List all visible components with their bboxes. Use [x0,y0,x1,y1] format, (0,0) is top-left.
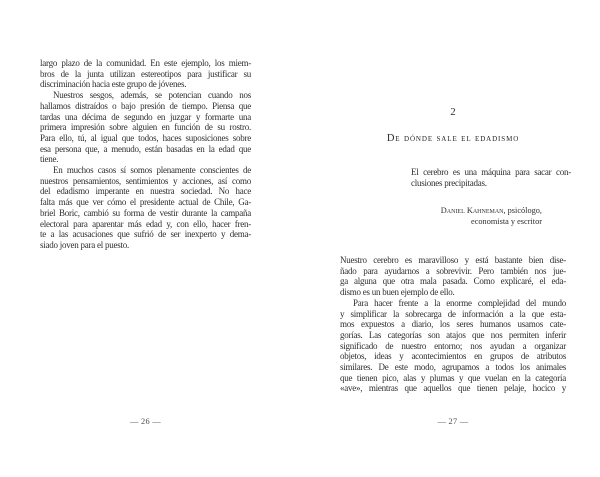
text-line: primera impresión sobre alguien en función de su rostro. [40,122,251,133]
text-line: Nuestro cerebro es maravilloso y está bastante bien dise- [340,255,566,265]
text-line: falta más que ver cómo el presidente actual de Chile, Ga- [40,197,251,208]
text-line: clusiones precipitadas. [411,177,487,188]
text-line: mos expuestos a diario, los seres humanos usamos cate- [340,319,566,330]
attribution-line-1 [340,205,542,216]
epigraph-author-name: Daniel Kahneman [440,206,504,215]
text-line: El cerebro es una máquina para sacar con- [411,167,571,177]
text-line: gorías. Las categorías son atajos que nos permiten inferir [340,329,566,340]
epigraph-author-suffix: , psicólogo, [503,206,542,215]
left-page-number: — 26 — [130,417,161,426]
text-line: objetos, ideas y acontecimientos en grupos de atributos [340,351,566,362]
text-line: «ave», mientras que aquellos que tienen pelaje, hocico y [340,383,566,394]
text-line: similares. De este modo, agrupamos a todos los animales [340,362,566,373]
text-line: te a las acusaciones que sufrió de ser inexperto y dema- [40,229,251,240]
chapter-title: De dónde sale el edadismo [386,133,520,144]
text-line: hallamos distraídos o bajo presión de tiempo. Piensa que [40,100,251,111]
text-line: nuestros pensamientos, sentimientos y acciones, así como [40,175,251,186]
left-page-body-text [40,58,251,251]
text-line: ñado para ayudarnos a sobrevivir. Pero también nos jue- [340,265,566,276]
text-line: siado joven para el puesto. [40,239,129,250]
text-line: tiene. [40,154,59,165]
chapter-number: 2 [450,107,456,118]
right-page-number: — 27 — [437,417,469,426]
epigraph-attribution [340,205,542,227]
text-line: del edadismo imperante en nuestra sociedad. No hace [40,186,251,197]
text-line: significado de nuestro entorno; nos ayudan a organizar [340,340,566,351]
text-line: Nuestros sesgos, además, se potencian cuando nos [53,90,251,101]
text-line: y simplificar la sobrecarga de información a la que esta- [340,308,566,319]
text-line: discriminación hacia este grupo de jóvenes. [40,79,187,90]
right-page-body-text [340,255,566,394]
text-line: que tienen pico, alas y plumas y que vuelan en la categoría [340,372,566,383]
text-line: esa persona que, a menudo, están basadas en la edad que [40,143,251,154]
text-line: briel Boric, cambió su forma de vestir durante la campaña [40,207,251,218]
text-line: Para ello, tú, al igual que todos, haces suposiciones sobre [40,132,251,143]
text-line: dismo es un buen ejemplo de ello. [340,287,455,298]
text-line: Para hacer frente a la enorme complejidad del mundo [353,297,566,308]
attribution-line-2: economista y escritor [471,217,542,226]
text-line: En muchos casos sí somos plenamente conscientes de [53,165,251,176]
text-line: tardas una décima de segundo en juzgar y formarte una [40,111,251,122]
text-line: largo plazo de la comunidad. En este ejemplo, los miem- [40,58,251,68]
text-line: electoral para aparentar más edad y, con ello, hacer fren- [40,218,251,229]
chapter-epigraph [411,167,571,188]
text-line: bros de la junta utilizan estereotipos para justificar su [40,68,251,79]
text-line: ga alguna que otra mala pasada. Como explicaré, el eda- [340,276,566,287]
